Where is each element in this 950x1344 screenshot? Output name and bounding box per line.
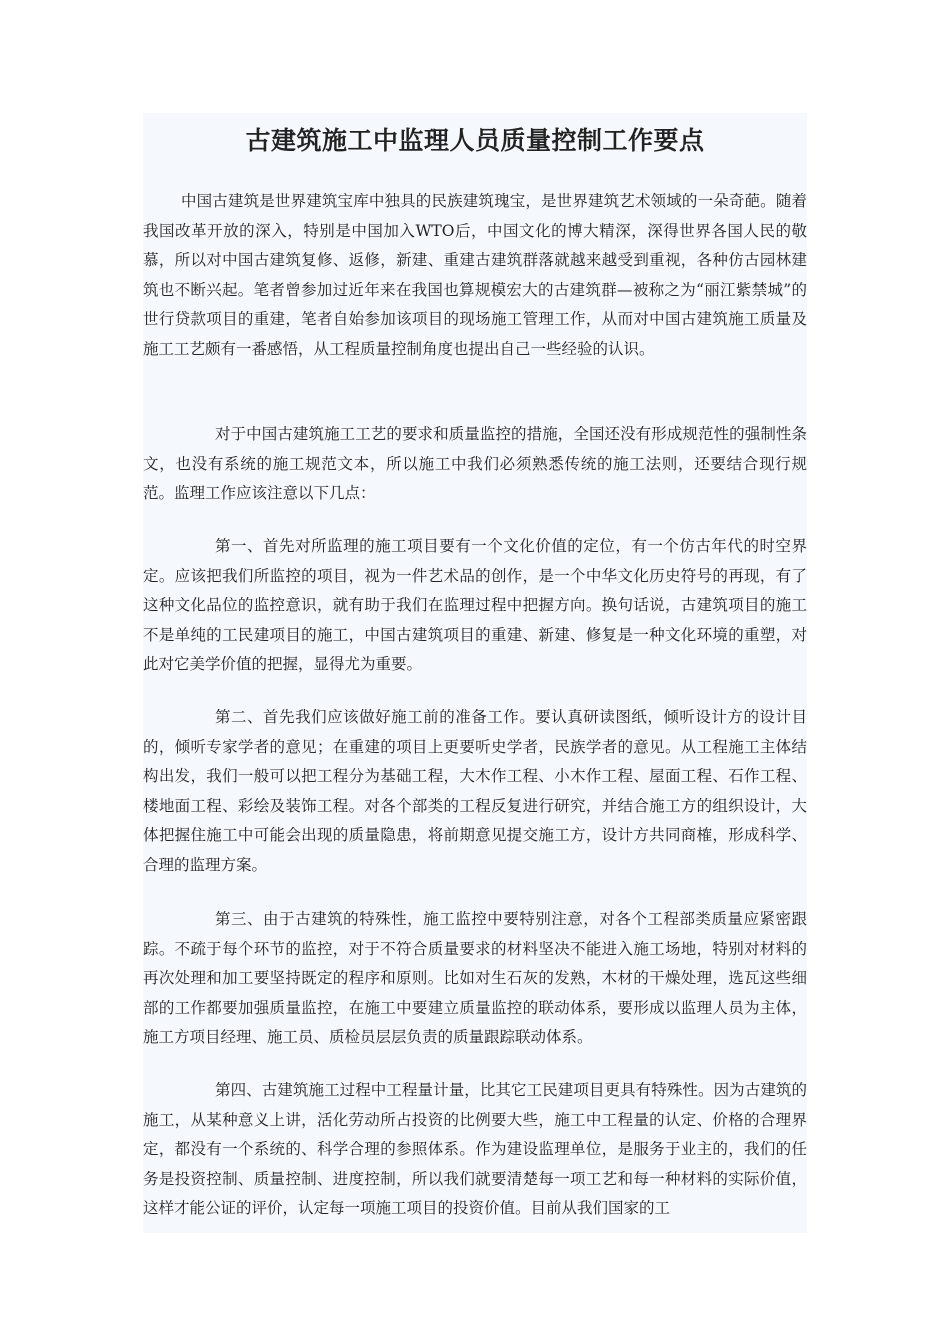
paragraph-point-4: 第四、古建筑施工过程中工程量计量，比其它工民建项目更具有特殊性。因为古建筑的施工，从某种意义上讲，活化劳动所占投资的比例要大些，施工中工程量的认定、价格的合理界定，都没有一个系统的、科学合理的参照体系。作为建设监理单位，是服务于业主的，我们的任务是投资控制、质量控制、进度控制，所以我们就要清楚每一项工艺和每一种材料的实际价值，这样才能公证的评价，认定每一项施工项目的投资价值。目前从我们国家的工 — [143, 1081, 807, 1217]
paragraph-point-1: 第一、首先对所监理的施工项目要有一个文化价值的定位，有一个仿古年代的时空界定。应该把我们所监控的项目，视为一件艺术品的创作，是一个中华文化历史符号的再现，有了这种文化品位的监控意识，就有助于我们在监理过程中把握方向。换句话说，古建筑项目的施工不是单纯的工民建项目的施工，中国古建筑项目的重建、新建、修复是一种文化环境的重塑，对此对它美学价值的把握，显得尤为重要。 — [143, 537, 807, 673]
paragraph-intro: 中国古建筑是世界建筑宝库中独具的民族建筑瑰宝，是世界建筑艺术领域的一朵奇葩。随着我国改革开放的深入，特别是中国加入WTO后，中国文化的博大精深，深得世界各国人民的敬慕，所以对中国古建筑复修、返修，新建、重建古建筑群落就越来越受到重视，各种仿古园林建筑也不断兴起。笔者曾参加过近年来在我国也算规模宏大的古建筑群—被称之为“丽江紫禁城”的世行贷款项目的重建，笔者自始参加该项目的现场施工管理工作，从而对中国古建筑施工质量及施工工艺颇有一番感悟，从工程质量控制角度也提出自己一些经验的认识。 — [143, 192, 807, 358]
paragraph-point-3: 第三、由于古建筑的特殊性，施工监控中要特别注意，对各个工程部类质量应紧密跟踪。不疏于每个环节的监控，对于不符合质量要求的材料坚决不能进入施工场地，特别对材料的再次处理和加工要坚持既定的程序和原则。比如对生石灰的发熟，木材的干燥处理，选瓦这些细部的工作都要加强质量监控，在施工中要建立质量监控的联动体系，要形成以监理人员为主体，施工方项目经理、施工员、质检员层层负责的质量跟踪联动体系。 — [143, 910, 807, 1046]
paragraph-point-2: 第二、首先我们应该做好施工前的准备工作。要认真研读图纸，倾听设计方的设计目的，倾听专家学者的意见；在重建的项目上更要听史学者，民族学者的意见。从工程施工主体结构出发，我们一般可以把工程分为基础工程，大木作工程、小木作工程、屋面工程、石作工程、楼地面工程、彩绘及装饰工程。对各个部类的工程反复进行研究，并结合施工方的组织设计，大体把握住施工中可能会出现的质量隐患，将前期意见提交施工方，设计方共同商榷，形成科学、合理的监理方案。 — [143, 708, 807, 874]
paragraph-overview: 对于中国古建筑施工工艺的要求和质量监控的措施，全国还没有形成规范性的强制性条文，也没有系统的施工规范文本，所以施工中我们必须熟悉传统的施工法则，还要结合现行规范。监理工作应该注意以下几点： — [143, 425, 807, 502]
document-title: 古建筑施工中监理人员质量控制工作要点 — [245, 126, 705, 155]
